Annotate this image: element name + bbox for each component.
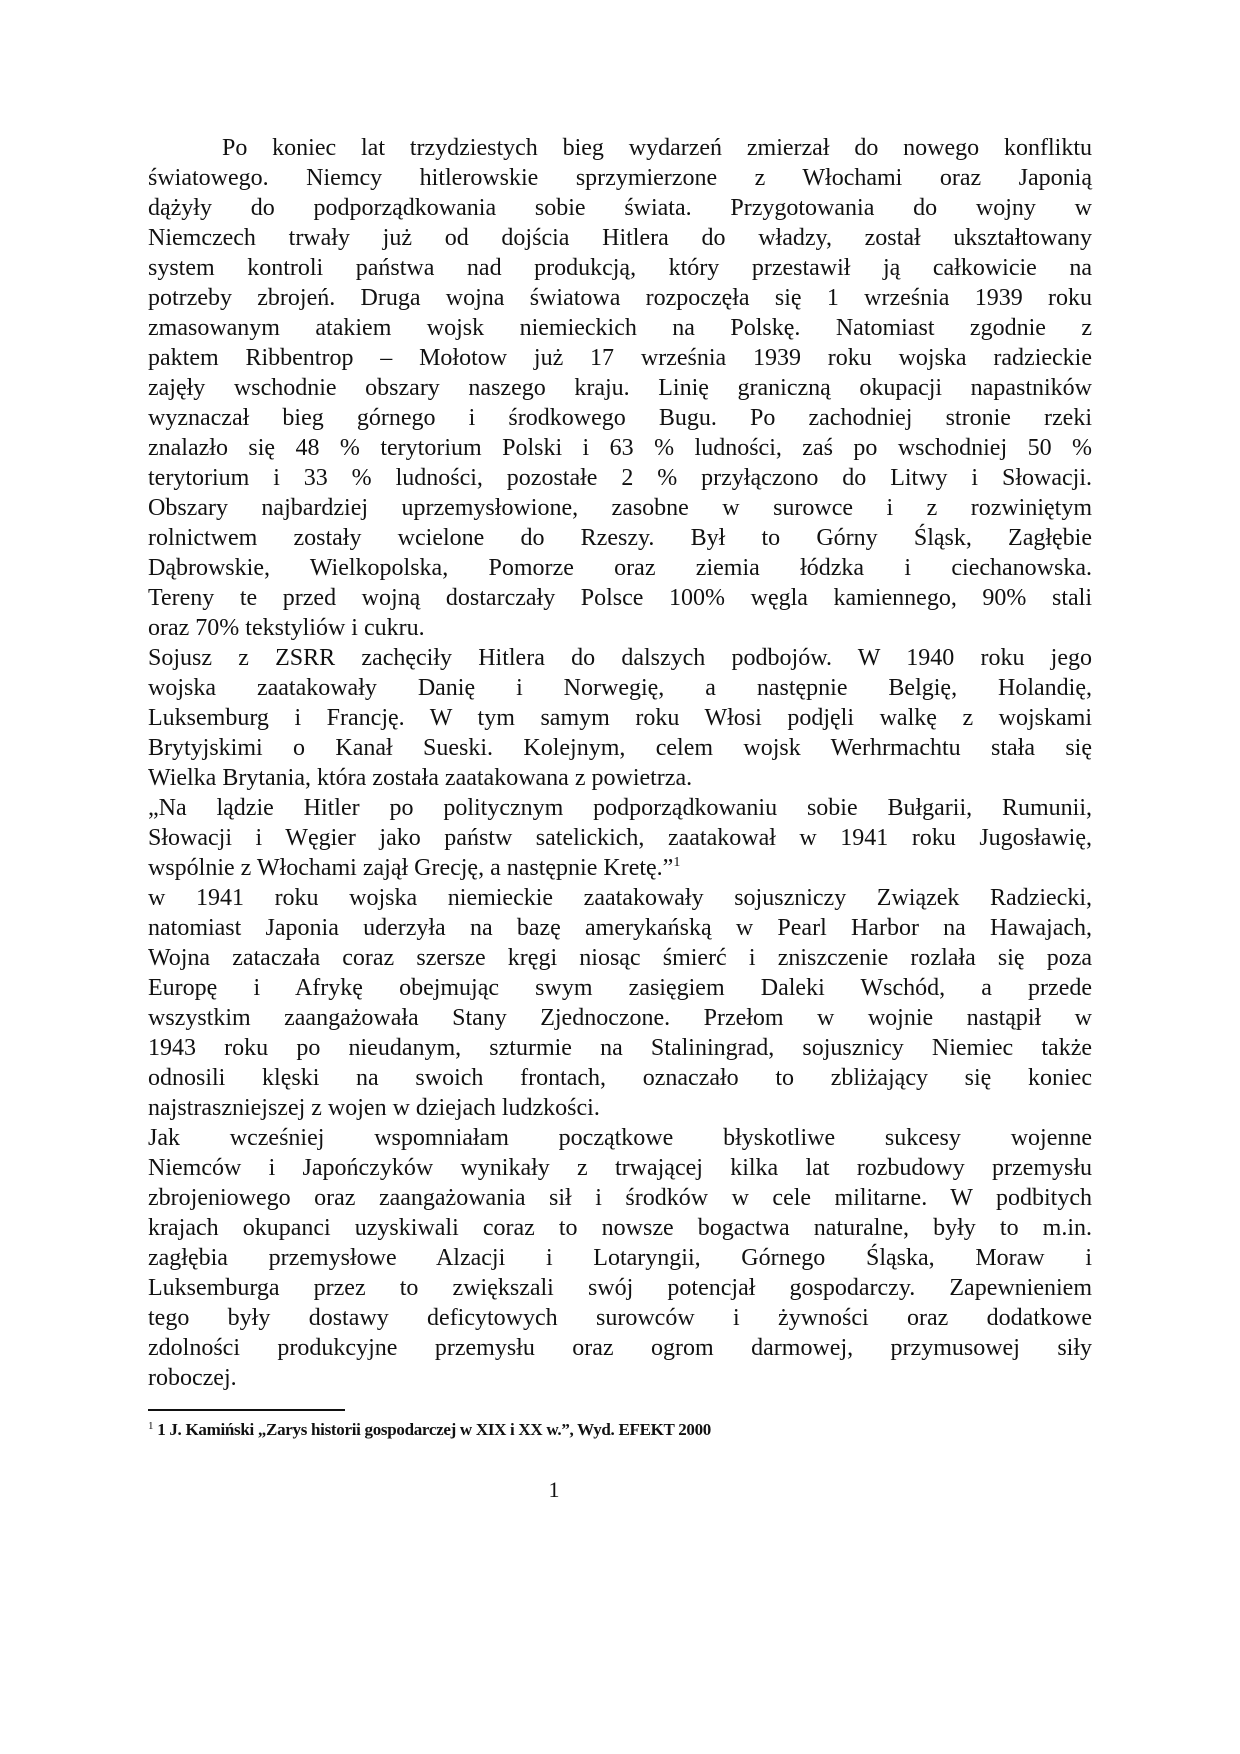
line-text: terytorium i 33 % ludności, pozostałe 2 % przyłączono do Litwy i Słowacji. [148,465,1092,491]
text-line [148,193,1092,223]
line-text: zdolności produkcyjne przemysłu oraz ogrom darmowej, przymusowej siły [148,1335,1092,1361]
line-text: natomiast Japonia uderzyła na bazę amerykańską w Pearl Harbor na Hawajach, [148,915,1092,941]
line-text: zmasowanym atakiem wojsk niemieckich na Polskę. Natomiast zgodnie z [148,315,1092,341]
line-text: wszystkim zaangażowała Stany Zjednoczone. Przełom w wojnie nastąpił w [148,1005,1092,1031]
text-line [148,553,1092,583]
text-line [148,1123,1092,1153]
line-text: tego były dostawy deficytowych surowców i żywności oraz dodatkowe [148,1305,1092,1331]
text-line [148,1213,1092,1243]
line-text: roboczej. [148,1365,237,1391]
text-line [148,823,1092,853]
line-text: krajach okupanci uzyskiwali coraz to nowsze bogactwa naturalne, były to m.in. [148,1215,1092,1241]
text-line [148,523,1092,553]
line-text: światowego. Niemcy hitlerowskie sprzymierzone z Włochami oraz Japonią [148,165,1092,191]
line-text: Tereny te przed wojną dostarczały Polsce 100% węgla kamiennego, 90% stali [148,585,1092,611]
line-text: Wielka Brytania, która została zaatakowana z powietrza. [148,765,693,791]
line-text: znalazło się 48 % terytorium Polski i 63 % ludności, zaś po wschodniej 50 % [148,435,1092,461]
text-line [148,433,1092,463]
text-line [148,613,1092,643]
text-line [148,1303,1092,1333]
line-text: Wojna zataczała coraz szersze kręgi niosąc śmierć i zniszczenie rozlała się poza [148,945,1092,971]
text-line [148,1153,1092,1183]
text-line [148,973,1092,1003]
line-text: system kontroli państwa nad produkcją, który przestawił ją całkowicie na [148,255,1092,281]
text-line [148,703,1092,733]
line-text: Obszary najbardziej uprzemysłowione, zasobne w surowce i z rozwiniętym [148,495,1092,521]
text-line [148,223,1092,253]
footnote-text: 1 J. Kamiński „Zarys historii gospodarczej w XIX i XX w.”, Wyd. EFEKT 2000 [157,1420,712,1439]
line-text: dążyły do podporządkowania sobie świata. Przygotowania do wojny w [148,195,1092,221]
line-text: Po koniec lat trzydziestych bieg wydarzeń zmierzał do nowego konfliktu [222,135,1092,161]
text-line [148,1063,1092,1093]
line-text: 1943 roku po nieudanym, szturmie na Staliningrad, sojusznicy Niemiec także [148,1035,1092,1061]
line-text: rolnictwem zostały wcielone do Rzeszy. Był to Górny Śląsk, Zagłębie [148,525,1092,551]
text-line [148,253,1092,283]
line-text: Słowacji i Węgier jako państw satelickich, zaatakował w 1941 roku Jugosławię, [148,825,1092,851]
text-line [148,883,1092,913]
text-line [148,643,1092,673]
text-line [148,283,1092,313]
text-line [148,1273,1092,1303]
line-text: Jak wcześniej wspomniałam początkowe błyskotliwe sukcesy wojenne [148,1125,1092,1151]
line-text: najstraszniejszej z wojen w dziejach ludzkości. [148,1095,600,1121]
text-line [148,343,1092,373]
text-line [148,373,1092,403]
line-text: Luksemburga przez to zwiększali swój potencjał gospodarczy. Zapewnieniem [148,1275,1092,1301]
text-line [148,163,1092,193]
page-number: 1 [548,1477,560,1502]
text-line [148,313,1092,343]
text-line [148,583,1092,613]
line-text: w 1941 roku wojska niemieckie zaatakowały sojuszniczy Związek Radziecki, [148,885,1092,911]
line-text: „Na lądzie Hitler po politycznym podporządkowaniu sobie Bułgarii, Rumunii, [148,795,1092,821]
footnote-separator [148,1409,345,1411]
text-line [148,793,1092,823]
paragraph [148,793,1092,883]
text-line [148,1183,1092,1213]
paragraph [148,643,1092,793]
line-text: paktem Ribbentrop – Mołotow już 17 września 1939 roku wojska radzieckie [148,345,1092,371]
footnote [148,1415,711,1441]
line-text: wyznaczał bieg górnego i środkowego Bugu. Po zachodniej stronie rzeki [148,405,1092,431]
text-line [148,403,1092,433]
text-line [148,913,1092,943]
text-line [148,463,1092,493]
line-text: Niemczech trwały już od dojścia Hitlera do władzy, został ukształtowany [148,225,1092,251]
text-line [148,733,1092,763]
line-text: odnosili klęski na swoich frontach, oznaczało to zbliżający się koniec [148,1065,1092,1091]
line-text: Luksemburg i Francję. W tym samym roku Włosi podjęli walkę z wojskami [148,705,1092,731]
text-line [148,1363,1092,1393]
line-text: zagłębia przemysłowe Alzacji i Lotaryngii, Górnego Śląska, Moraw i [148,1245,1092,1271]
text-line [148,853,1092,883]
text-line [148,133,1092,163]
line-text: Europę i Afrykę obejmując swym zasięgiem Daleki Wschód, a przede [148,975,1092,1001]
line-text: zajęły wschodnie obszary naszego kraju. Linię graniczną okupacji napastników [148,375,1092,401]
line-text: zbrojeniowego oraz zaangażowania sił i środków w cele militarne. W podbitych [148,1185,1092,1211]
text-line [148,493,1092,523]
line-text: Dąbrowskie, Wielkopolska, Pomorze oraz ziemia łódzka i ciechanowska. [148,555,1092,581]
text-line [148,673,1092,703]
line-text: oraz 70% tekstyliów i cukru. [148,615,425,641]
paragraph [148,133,1092,643]
footnote-mark: 1 [148,1420,154,1432]
footnote-reference: 1 [673,855,681,870]
text-line [148,763,1092,793]
body-text [148,133,1092,1393]
line-text: Brytyjskimi o Kanał Sueski. Kolejnym, celem wojsk Werhrmachtu stała się [148,735,1092,761]
line-text: Niemców i Japończyków wynikały z trwającej kilka lat rozbudowy przemysłu [148,1155,1092,1181]
line-text: Sojusz z ZSRR zachęciły Hitlera do dalszych podbojów. W 1940 roku jego [148,645,1092,671]
line-text: wspólnie z Włochami zajął Grecję, a następnie Kretę.” [148,855,674,881]
text-line [148,943,1092,973]
text-line [148,1033,1092,1063]
text-line [148,1003,1092,1033]
text-line [148,1093,1092,1123]
paragraph [148,883,1092,1123]
line-text: potrzeby zbrojeń. Druga wojna światowa rozpoczęła się 1 września 1939 roku [148,285,1092,311]
text-line [148,1243,1092,1273]
line-text: wojska zaatakowały Danię i Norwegię, a następnie Belgię, Holandię, [148,675,1092,701]
text-line [148,1333,1092,1363]
paragraph [148,1123,1092,1393]
